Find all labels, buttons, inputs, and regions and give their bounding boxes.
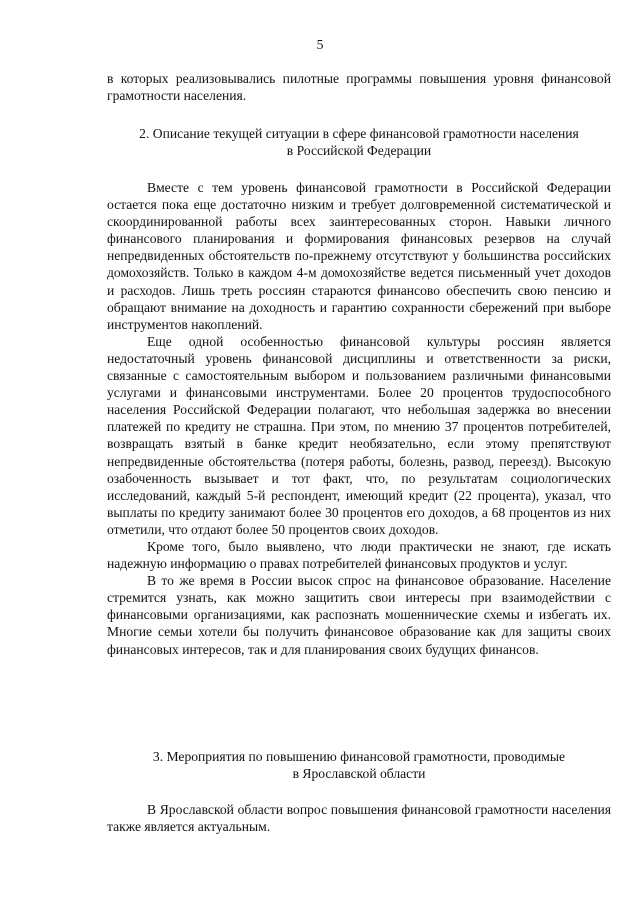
section-3-heading-line-2: в Ярославской области	[292, 766, 426, 782]
body-paragraph: В то же время в России высок спрос на финансовое образование. Население стремится узнать, как можно защитить свои интересы при взаимодействии с финансовыми организациями, как распознать мошеннические схемы и избегать их. Многие семьи хотели бы получить финансовое образование как для защиты своих финансовых интересов, так и для планирования своих будущих финансов.	[107, 573, 611, 657]
body-paragraph: Вместе с тем уровень финансовой грамотности в Российской Федерации остается пока еще достаточно низким и требует долговременной систематической и скоординированной работы всех заинтересованных сторон. Навыки личного финансового планирования и формирования финансовых резервов на случай непредвиденных обстоятельств по-прежнему отсутствуют у большинства российских домохозяйств. Только в каждом 4-м домохозяйстве ведется письменный учет доходов и расходов. Лишь треть россиян стараются финансово обеспечить свою пенсию и обращают внимание на доходность и гарантию сохранности сбережений при выборе инструментов накоплений.	[107, 180, 611, 332]
body-paragraph: Кроме того, было выявлено, что люди практически не знают, где искать надежную информацию о правах потребителей финансовых продуктов и услуг.	[107, 538, 611, 572]
intro-paragraph-block	[107, 70, 611, 104]
body-paragraph: В Ярославской области вопрос повышения финансовой грамотности населения также является актуальным.	[107, 802, 611, 835]
section-2-heading	[107, 125, 611, 159]
section-2-body	[107, 179, 611, 658]
section-3-heading-line-1: 3. Мероприятия по повышению финансовой грамотности, проводимые	[152, 749, 566, 764]
intro-paragraph: в которых реализовывались пилотные программы повышения уровня финансовой грамотности населения.	[107, 71, 611, 104]
page-number: 5	[316, 37, 324, 52]
body-paragraph: Еще одной особенностью финансовой культуры россиян является недостаточный уровень финансовой дисциплины и ответственности за риски, связанные с самостоятельным выбором и пользованием различными финансовыми услугами и финансовыми инструментами. Более 20 процентов трудоспособного населения Российской Федерации полагают, что небольшая задержка во внесении платежей по кредиту не страшна. При этом, по мнению 37 процентов потребителей, возвращать взятый в банке кредит необязательно, если этому препятствуют непредвиденные обстоятельства (потеря работы, болезнь, развод, переезд). Высокую озабоченность вызывает и тот факт, что, по результатам социологических исследований, каждый 5-й респондент, имеющий кредит (22 процента), указал, что выплаты по кредиту занимают более 30 процентов его доходов, а 68 процентов из них отметили, что отдают более 50 процентов своих доходов.	[107, 333, 611, 537]
section-2-heading-line-1: 2. Описание текущей ситуации в сфере финансовой грамотности населения	[139, 126, 579, 141]
section-3-body	[107, 801, 611, 835]
section-3-heading	[107, 748, 611, 782]
section-2-heading-line-2: в Российской Федерации	[286, 143, 432, 159]
